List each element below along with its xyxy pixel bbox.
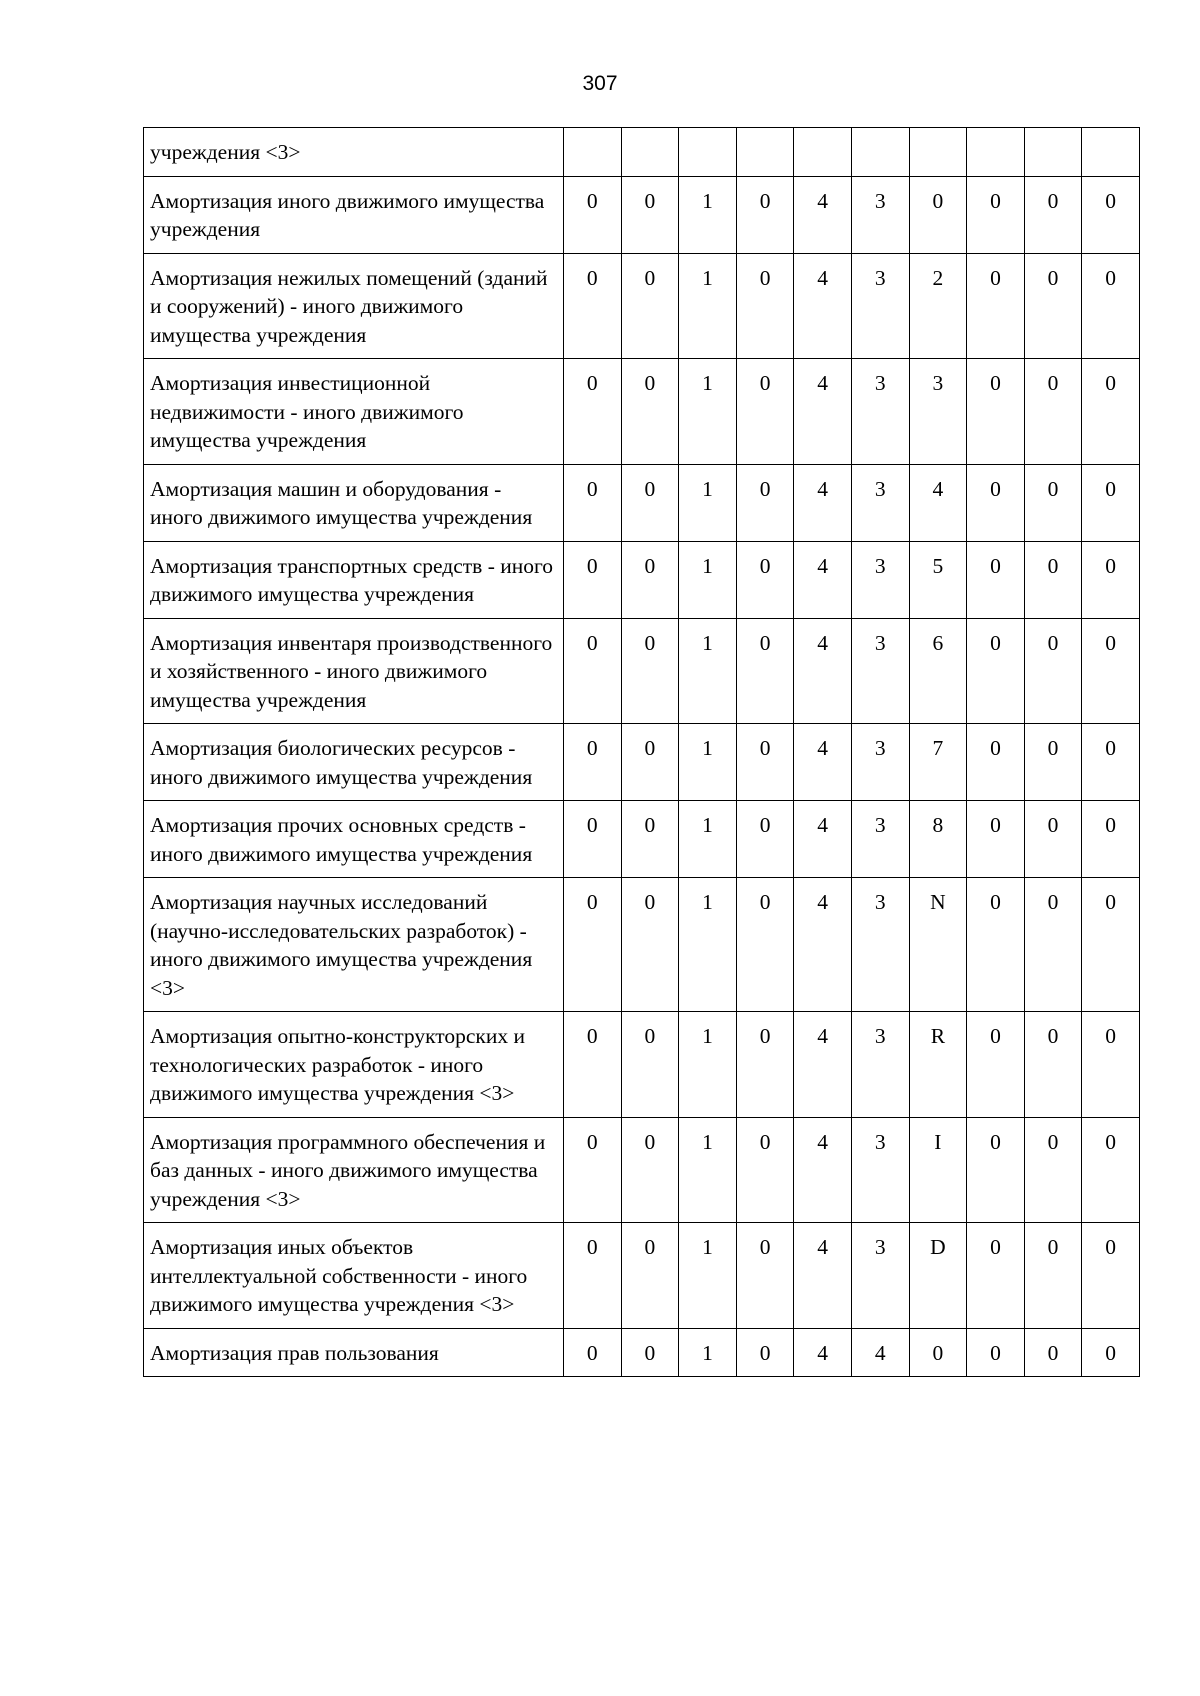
code-digit-cell: 4 [794, 801, 852, 878]
code-digit-cell: 0 [1082, 618, 1140, 724]
code-digit-cell: 3 [851, 801, 909, 878]
code-digit-cell [967, 128, 1025, 177]
code-digit-cell: 4 [794, 1012, 852, 1118]
table-row [144, 618, 1140, 724]
table-body [144, 128, 1140, 1377]
code-digit-cell: 0 [621, 801, 679, 878]
code-digit-cell: 0 [1024, 1328, 1082, 1377]
code-digit-cell: 0 [1082, 253, 1140, 359]
code-digit-cell [1024, 128, 1082, 177]
code-digit-cell: 0 [1024, 1012, 1082, 1118]
code-digit-cell: 0 [621, 724, 679, 801]
page-number: 307 [582, 72, 618, 95]
code-digit-cell: 0 [736, 176, 794, 253]
table-row [144, 464, 1140, 541]
code-digit-cell: 0 [564, 359, 622, 465]
code-digit-cell: 0 [736, 359, 794, 465]
code-digit-cell: 0 [736, 541, 794, 618]
code-digit-cell: 3 [851, 724, 909, 801]
table-row [144, 1223, 1140, 1329]
code-digit-cell: D [909, 1223, 967, 1329]
account-name-cell: Амортизация инвестиционной недвижимости - иного движимого имущества учреждения [144, 359, 564, 465]
code-digit-cell: 2 [909, 253, 967, 359]
code-digit-cell: 0 [564, 1223, 622, 1329]
code-digit-cell: 0 [564, 724, 622, 801]
table-row [144, 1012, 1140, 1118]
code-digit-cell: 3 [851, 541, 909, 618]
code-digit-cell: 0 [1024, 878, 1082, 1012]
code-digit-cell: 0 [564, 1117, 622, 1223]
code-digit-cell: 0 [736, 1223, 794, 1329]
account-name-cell: Амортизация прав пользования [144, 1328, 564, 1377]
code-digit-cell: 0 [967, 1117, 1025, 1223]
code-digit-cell: 4 [794, 464, 852, 541]
code-digit-cell [909, 128, 967, 177]
code-digit-cell: 3 [851, 618, 909, 724]
code-digit-cell: 4 [794, 359, 852, 465]
account-name-cell: Амортизация опытно-конструкторских и технологических разработок - иного движимого имущества учреждения <3> [144, 1012, 564, 1118]
code-digit-cell: 0 [1024, 176, 1082, 253]
code-digit-cell: 0 [909, 176, 967, 253]
code-digit-cell: 4 [794, 618, 852, 724]
code-digit-cell: 0 [621, 618, 679, 724]
code-digit-cell [621, 128, 679, 177]
account-name-cell: Амортизация биологических ресурсов - иного движимого имущества учреждения [144, 724, 564, 801]
code-digit-cell: 4 [851, 1328, 909, 1377]
code-digit-cell: 0 [564, 464, 622, 541]
code-digit-cell: 0 [621, 464, 679, 541]
code-digit-cell: 0 [736, 464, 794, 541]
code-digit-cell: 0 [736, 878, 794, 1012]
code-digit-cell: 0 [967, 541, 1025, 618]
code-digit-cell: 0 [909, 1328, 967, 1377]
code-digit-cell: 4 [794, 541, 852, 618]
code-digit-cell: 4 [794, 253, 852, 359]
code-digit-cell: 0 [1024, 618, 1082, 724]
code-digit-cell: 0 [1024, 1223, 1082, 1329]
code-digit-cell: 0 [564, 176, 622, 253]
code-digit-cell: 4 [794, 1328, 852, 1377]
code-digit-cell: 3 [851, 1012, 909, 1118]
code-digit-cell: 3 [851, 253, 909, 359]
code-digit-cell [564, 128, 622, 177]
code-digit-cell: 0 [564, 253, 622, 359]
code-digit-cell: 0 [967, 176, 1025, 253]
code-digit-cell: 0 [1024, 1117, 1082, 1223]
code-digit-cell: 0 [621, 176, 679, 253]
code-digit-cell: 4 [794, 724, 852, 801]
code-digit-cell: 0 [564, 878, 622, 1012]
code-digit-cell: 1 [679, 1223, 737, 1329]
code-digit-cell: 0 [967, 359, 1025, 465]
code-digit-cell [794, 128, 852, 177]
code-digit-cell: 1 [679, 724, 737, 801]
code-digit-cell: 1 [679, 878, 737, 1012]
code-digit-cell: 3 [851, 878, 909, 1012]
code-digit-cell: 0 [736, 724, 794, 801]
code-digit-cell: 8 [909, 801, 967, 878]
table-row [144, 1117, 1140, 1223]
code-digit-cell: 0 [736, 253, 794, 359]
table-row [144, 253, 1140, 359]
code-digit-cell: 4 [794, 1117, 852, 1223]
code-digit-cell: 0 [1024, 359, 1082, 465]
code-digit-cell: 3 [851, 1117, 909, 1223]
code-digit-cell: 0 [736, 1328, 794, 1377]
code-digit-cell: 4 [794, 176, 852, 253]
code-digit-cell: 0 [621, 1328, 679, 1377]
code-digit-cell: 0 [967, 618, 1025, 724]
account-name-cell: Амортизация инвентаря производственного и хозяйственного - иного движимого имущества учреждения [144, 618, 564, 724]
code-digit-cell: 0 [967, 464, 1025, 541]
code-digit-cell: 0 [621, 253, 679, 359]
account-name-cell: Амортизация нежилых помещений (зданий и сооружений) - иного движимого имущества учреждения [144, 253, 564, 359]
code-digit-cell: 0 [1082, 1223, 1140, 1329]
table-row [144, 878, 1140, 1012]
code-digit-cell: 6 [909, 618, 967, 724]
account-name-cell: Амортизация иных объектов интеллектуальной собственности - иного движимого имущества учреждения <3> [144, 1223, 564, 1329]
table-row [144, 541, 1140, 618]
code-digit-cell: 3 [851, 176, 909, 253]
code-digit-cell: 0 [564, 618, 622, 724]
code-digit-cell: 1 [679, 359, 737, 465]
code-digit-cell: 0 [736, 1117, 794, 1223]
code-digit-cell: 0 [736, 618, 794, 724]
code-digit-cell: 0 [1082, 1117, 1140, 1223]
code-digit-cell: 4 [909, 464, 967, 541]
code-digit-cell [851, 128, 909, 177]
account-name-cell: Амортизация программного обеспечения и баз данных - иного движимого имущества учреждения <3> [144, 1117, 564, 1223]
code-digit-cell: 0 [967, 253, 1025, 359]
code-digit-cell: 0 [564, 1012, 622, 1118]
code-digit-cell: 0 [1024, 253, 1082, 359]
table-row [144, 1328, 1140, 1377]
code-digit-cell: 4 [794, 878, 852, 1012]
code-digit-cell: 1 [679, 1012, 737, 1118]
code-digit-cell: 0 [1082, 1328, 1140, 1377]
code-digit-cell: 0 [967, 1012, 1025, 1118]
code-digit-cell: N [909, 878, 967, 1012]
code-digit-cell: 0 [1024, 724, 1082, 801]
account-codes-table [143, 127, 1140, 1377]
code-digit-cell: 7 [909, 724, 967, 801]
code-digit-cell: 1 [679, 464, 737, 541]
table-row [144, 724, 1140, 801]
code-digit-cell: 0 [564, 801, 622, 878]
code-digit-cell: 0 [967, 801, 1025, 878]
code-digit-cell: 0 [1082, 801, 1140, 878]
code-digit-cell: 0 [621, 541, 679, 618]
account-name-cell: Амортизация научных исследований (научно-исследовательских разработок) - иного движимого имущества учреждения <3> [144, 878, 564, 1012]
code-digit-cell [736, 128, 794, 177]
code-digit-cell: R [909, 1012, 967, 1118]
code-digit-cell: 3 [909, 359, 967, 465]
code-digit-cell: 0 [621, 1117, 679, 1223]
code-digit-cell: 5 [909, 541, 967, 618]
code-digit-cell: 0 [967, 1223, 1025, 1329]
code-digit-cell: 3 [851, 359, 909, 465]
code-digit-cell: 0 [621, 878, 679, 1012]
code-digit-cell: 0 [564, 541, 622, 618]
code-digit-cell: 0 [736, 801, 794, 878]
code-digit-cell: 0 [736, 1012, 794, 1118]
code-digit-cell: 3 [851, 464, 909, 541]
code-digit-cell: 0 [967, 878, 1025, 1012]
code-digit-cell [679, 128, 737, 177]
code-digit-cell: 1 [679, 253, 737, 359]
account-name-cell: Амортизация иного движимого имущества учреждения [144, 176, 564, 253]
code-digit-cell: 0 [621, 1012, 679, 1118]
code-digit-cell: 0 [1082, 359, 1140, 465]
code-digit-cell: 0 [1024, 801, 1082, 878]
code-digit-cell: 0 [1082, 878, 1140, 1012]
code-digit-cell: 0 [621, 1223, 679, 1329]
table-row [144, 801, 1140, 878]
code-digit-cell: 4 [794, 1223, 852, 1329]
account-name-cell: учреждения <3> [144, 128, 564, 177]
code-digit-cell [1082, 128, 1140, 177]
code-digit-cell: 0 [1082, 464, 1140, 541]
code-digit-cell: 0 [1082, 176, 1140, 253]
code-digit-cell: 0 [564, 1328, 622, 1377]
code-digit-cell: 0 [1082, 724, 1140, 801]
code-digit-cell: 0 [967, 1328, 1025, 1377]
code-digit-cell: 0 [1024, 541, 1082, 618]
code-digit-cell: 0 [1082, 541, 1140, 618]
code-digit-cell: 1 [679, 1117, 737, 1223]
table-row [144, 176, 1140, 253]
code-digit-cell: 3 [851, 1223, 909, 1329]
account-name-cell: Амортизация прочих основных средств - иного движимого имущества учреждения [144, 801, 564, 878]
table-row [144, 359, 1140, 465]
code-digit-cell: 0 [1082, 1012, 1140, 1118]
code-digit-cell: 0 [621, 359, 679, 465]
code-digit-cell: 0 [967, 724, 1025, 801]
account-name-cell: Амортизация машин и оборудования - иного движимого имущества учреждения [144, 464, 564, 541]
code-digit-cell: 1 [679, 1328, 737, 1377]
code-digit-cell: 1 [679, 801, 737, 878]
code-digit-cell: 1 [679, 176, 737, 253]
code-digit-cell: 1 [679, 541, 737, 618]
code-digit-cell: 0 [1024, 464, 1082, 541]
table-row [144, 128, 1140, 177]
account-name-cell: Амортизация транспортных средств - иного движимого имущества учреждения [144, 541, 564, 618]
code-digit-cell: I [909, 1117, 967, 1223]
code-digit-cell: 1 [679, 618, 737, 724]
